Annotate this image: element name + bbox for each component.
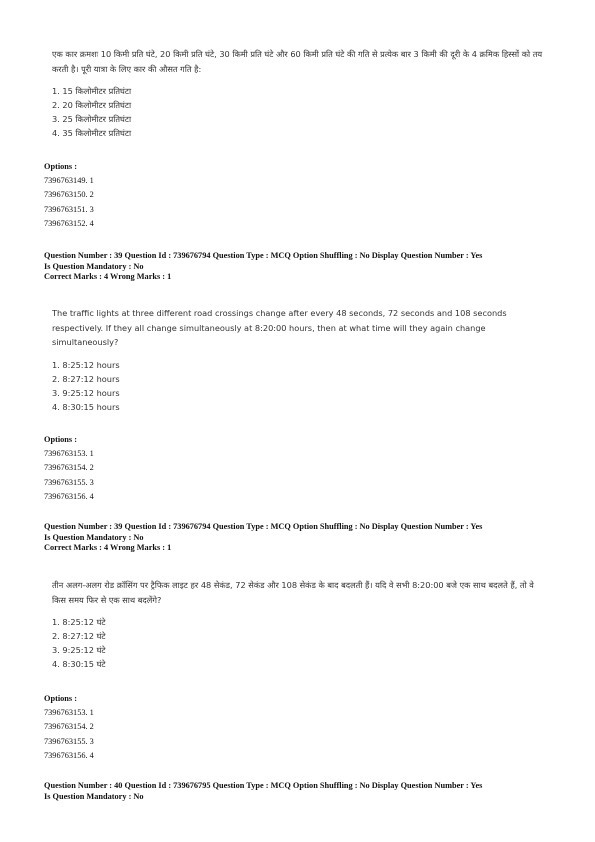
choice-item: 3. 25 किलोमीटर प्रतिघंटा [52,114,132,124]
question-39-hindi [52,578,548,671]
question-39-english [52,306,548,414]
option-id: 7396763150. 2 [44,190,94,200]
options-block [44,433,94,504]
question-mandatory: Is Question Mandatory : No [44,791,144,801]
choice-item: 3. 9:25:12 घंटे [52,645,106,655]
choice-item: 4. 8:30:15 hours [52,401,120,412]
option-id: 7396763156. 4 [44,491,94,501]
option-id: 7396763149. 1 [44,176,94,186]
option-id: 7396763156. 4 [44,750,94,760]
question-meta [44,251,559,283]
option-id: 7396763154. 2 [44,463,94,473]
choice-list [52,358,548,414]
question-text: एक कार क्रमशः 10 किमी प्रति घंटे, 20 किमी प्रति घंटे, 30 किमी प्रति घंटे और 60 किमी प्रति घंटे की गति से प्रत्येक बार 3 किमी की दूरी के 4 क्रमिक हिस्सों को तय करती है। पूरी यात्रा के लिए कार की औसत गति है: [52,49,543,74]
options-block [44,692,94,763]
option-id: 7396763155. 3 [44,736,94,746]
question-meta [44,781,559,802]
question-meta-line: Question Number : 40 Question Id : 739676795 Question Type : MCQ Option Shuffling : No Display Question Number : Yes [44,781,483,790]
options-block [44,160,94,231]
option-id: 7396763155. 3 [44,477,94,487]
choice-item: 2. 8:27:12 hours [52,373,120,384]
choice-item: 1. 15 किलोमीटर प्रतिघंटा [52,86,132,96]
marks-line: Correct Marks : 4 Wrong Marks : 1 [44,272,172,281]
choice-item: 2. 20 किलोमीटर प्रतिघंटा [52,100,132,110]
question-text: तीन अलग-अलग रोड क्रॉसिंग पर ट्रैफिक लाइट हर 48 सेकंड, 72 सेकंड और 108 सेकंड के बाद बदलती हैं। यदि वे सभी 8:20:00 बजे एक साथ बदलते हैं, तो वे किस समय फिर से एक साथ बदलेंगे? [52,580,534,605]
choice-item: 1. 8:25:12 hours [52,359,120,370]
option-id: 7396763153. 1 [44,449,94,459]
choice-item: 3. 9:25:12 hours [52,387,120,398]
option-id: 7396763151. 3 [44,204,94,214]
question-meta-line: Question Number : 39 Question Id : 739676794 Question Type : MCQ Option Shuffling : No Display Question Number : Yes [44,251,483,260]
option-id: 7396763153. 1 [44,708,94,718]
options-heading: Options : [44,694,77,703]
option-id: 7396763154. 2 [44,722,94,732]
choice-item: 4. 35 किलोमीटर प्रतिघंटा [52,128,132,138]
choice-item: 4. 8:30:15 घंटे [52,659,106,669]
option-id: 7396763152. 4 [44,218,94,228]
question-38-hindi [52,47,548,140]
options-heading: Options : [44,435,77,444]
question-mandatory: Is Question Mandatory : No [44,532,144,542]
question-text: The traffic lights at three different road crossings change after every 48 seconds, 72 seconds and 108 seconds respectively. If they all change simultaneously at 8:20:00 hours, then at what time will they again change simultaneously? [52,308,507,347]
question-mandatory: Is Question Mandatory : No [44,261,144,271]
choice-item: 1. 8:25:12 घंटे [52,617,106,627]
question-meta [44,522,559,554]
choice-item: 2. 8:27:12 घंटे [52,631,106,641]
question-meta-line: Question Number : 39 Question Id : 739676794 Question Type : MCQ Option Shuffling : No Display Question Number : Yes [44,522,483,531]
marks-line: Correct Marks : 4 Wrong Marks : 1 [44,543,172,552]
choice-list [52,615,548,671]
choice-list [52,84,548,140]
options-heading: Options : [44,162,77,171]
